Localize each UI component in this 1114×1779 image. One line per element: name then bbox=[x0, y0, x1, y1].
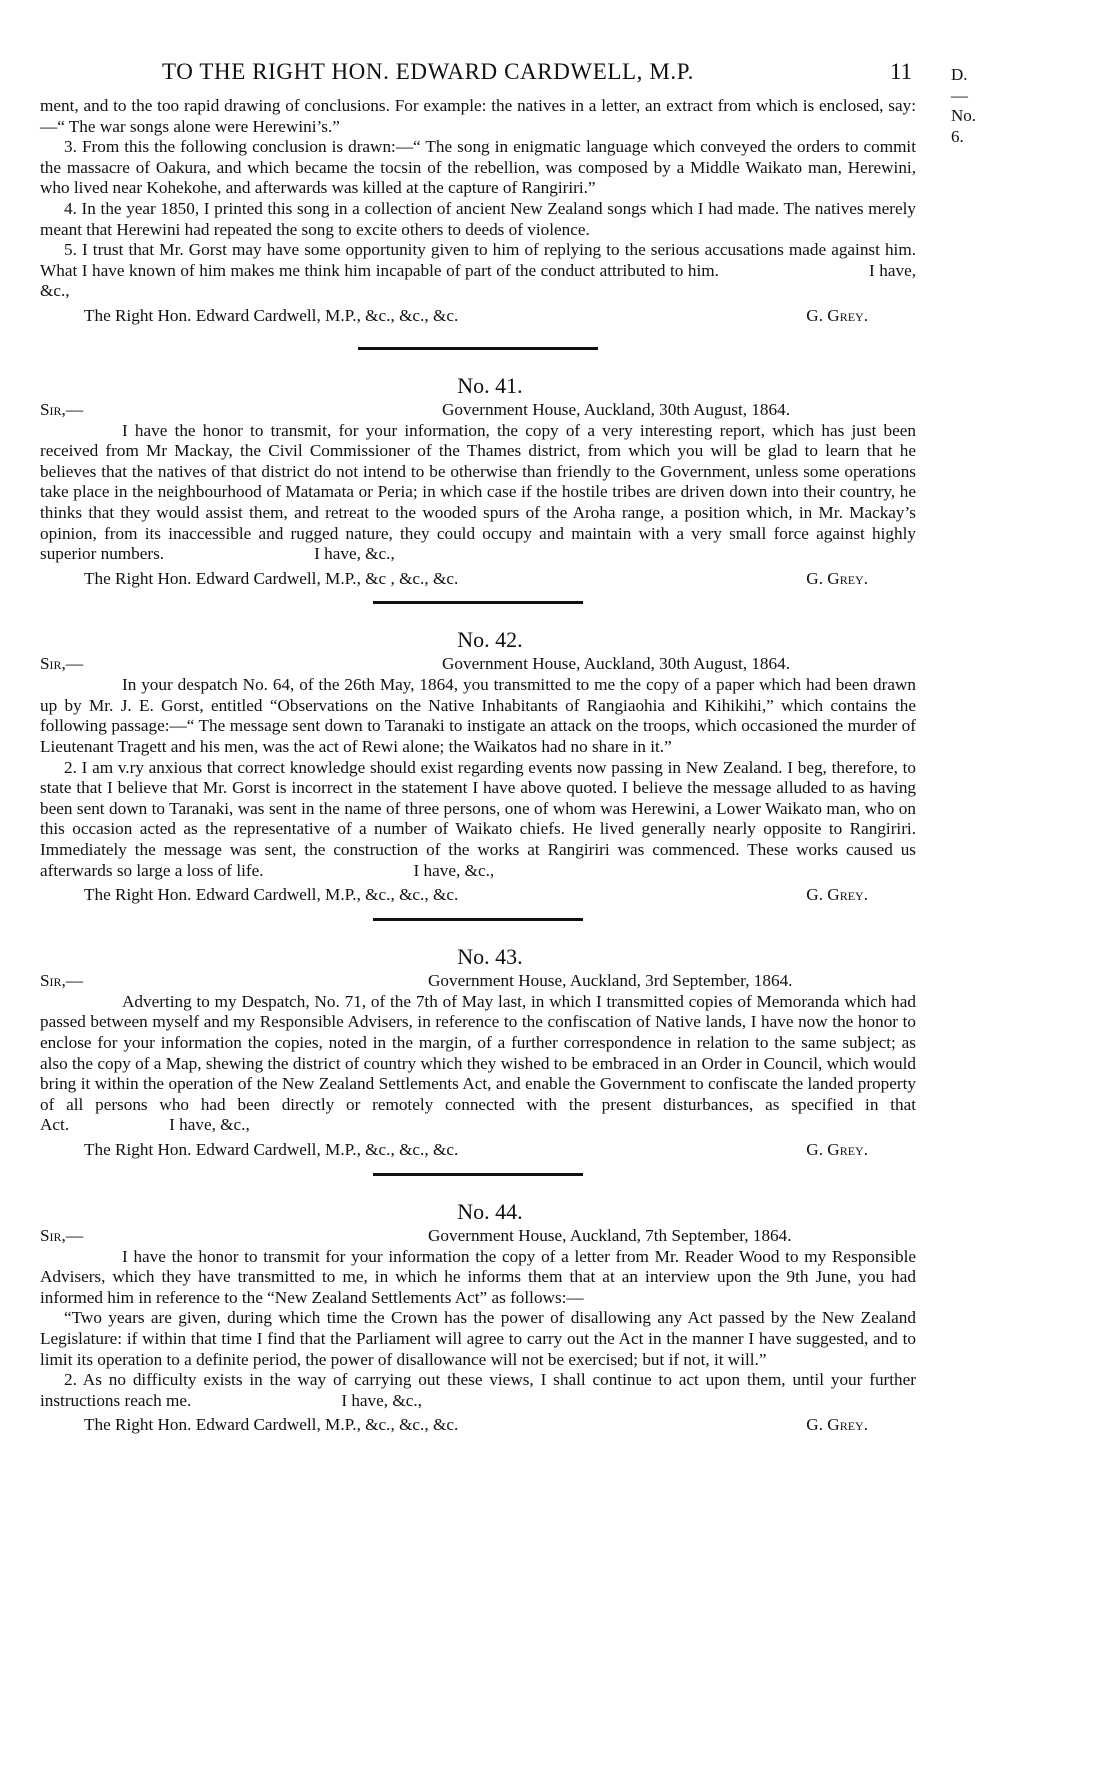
addressee: The Right Hon. Edward Cardwell, M.P., &c., &c., &c. bbox=[84, 1139, 459, 1159]
closing-line bbox=[40, 569, 916, 590]
header-title: TO THE RIGHT HON. EDWARD CARDWELL, M.P. bbox=[162, 59, 694, 84]
despatch-43 bbox=[40, 943, 916, 1161]
closing-line bbox=[40, 885, 916, 906]
section-divider bbox=[358, 347, 598, 350]
dateline: Government House, Auckland, 30th August, 1864. bbox=[442, 399, 791, 419]
addressee: The Right Hon. Edward Cardwell, M.P., &c , &c., &c. bbox=[84, 568, 459, 588]
salutation: Sir,— bbox=[40, 399, 84, 419]
salutation-line bbox=[40, 400, 916, 421]
dateline: Government House, Auckland, 30th August, 1864. bbox=[442, 654, 791, 674]
i-have: I have, &c., bbox=[413, 860, 495, 880]
despatch-44 bbox=[40, 1198, 916, 1436]
despatch-heading: No. 41. bbox=[457, 372, 523, 398]
paragraph-text: I have the honor to transmit, for your information, the copy of a very interesting report, which has just been received from Mr Mackay, the Civil Commissioner of the Thames district, from which you will be glad to learn that he believes that the natives of that district do not intend to be otherwise than friendly to the Government, unless some operations take place in the neighbourhood of Matamata or Peria; in which case if the hostile tribes are driven down into their country, he thinks that they would assist them, and retreat to the wooded spurs of the Aroha range, a position which, in Mr. Mackay’s opinion, from its inaccessible and rugged nature, they could occupy and maintain with a very small force against highly superior numbers. bbox=[40, 420, 916, 564]
closing-line bbox=[40, 1415, 916, 1436]
closing-line bbox=[40, 306, 916, 327]
despatch-41 bbox=[40, 372, 916, 590]
signature: G. Grey. bbox=[806, 885, 868, 905]
addressee: The Right Hon. Edward Cardwell, M.P., &c., &c., &c. bbox=[84, 305, 459, 325]
salutation: Sir,— bbox=[40, 970, 84, 990]
paragraph: 4. In the year 1850, I printed this song in a collection of ancient New Zealand songs which I had made. The natives merely meant that Herewini had repeated the song to excite others to deeds of violence. bbox=[40, 198, 916, 239]
paragraph bbox=[40, 240, 916, 302]
paragraph-text: Adverting to my Despatch, No. 71, of the 7th of May last, in which I transmitted copies of Memoranda which had passed between myself and my Responsible Advisers, in reference to the confiscation of Native lands, I have now the honor to enclose for your information the copies, noted in the margin, of a further correspondence in relation to the same subject; as also the copy of a Map, shewing the district of country which they wished to be embraced in an Order in Council, which would bring it within the operation of the New Zealand Settlements Act, and enable the Government to confiscate the landed property of all persons who had been directly or remotely connected with the present disturbances, as specified in that Act. bbox=[40, 991, 916, 1135]
page-number: 11 bbox=[890, 59, 913, 84]
paragraph: In your despatch No. 64, of the 26th May, 1864, you transmitted to me the copy of a paper which had been drawn up by Mr. J. E. Gorst, entitled “Observations on the Native Inhabitants of Rangiaohia and Kihikihi,” which contains the following passage:—“ The message sent down to Taranaki to instigate an attack on the troops, which occasioned the murder of Lieutenant Tragett and his men, was the act of Rewi alone; the Waikatos had no share in it.” bbox=[40, 675, 916, 757]
despatch-42 bbox=[40, 626, 916, 906]
i-have: I have, &c., bbox=[341, 1390, 422, 1410]
salutation: Sir,— bbox=[40, 654, 84, 674]
document-reference: D.—No. 6. bbox=[951, 65, 977, 146]
i-have: I have, &c., bbox=[169, 1115, 250, 1135]
signature: G. Grey. bbox=[806, 568, 868, 588]
salutation-line bbox=[40, 654, 916, 675]
salutation-line bbox=[40, 1226, 916, 1247]
signature: G. Grey. bbox=[806, 305, 868, 325]
i-have: I have, &c., bbox=[40, 260, 916, 301]
paragraph bbox=[40, 421, 916, 565]
paragraph bbox=[40, 992, 916, 1136]
section-divider bbox=[373, 1173, 583, 1176]
paragraph-text: 2. As no difficulty exists in the way of carrying out these views, I shall continue to act upon them, until your further instructions reach me. bbox=[40, 1370, 916, 1410]
paragraph-text: 2. I am v.ry anxious that correct knowledge should exist regarding events now passing in New Zealand. I beg, therefore, to state that I believe that Mr. Gorst is incorrect in the statement I have above quoted. I believe the message alluded to as having been sent down to Taranaki, was sent in the name of three persons, one of whom was Herewini, a Lower Waikato man, who on this occasion acted as the representative of a number of Waikato chiefs. He lived generally nearly opposite to Rangiriri. Immediately the message was sent, the construction of the works at Rangiriri was commenced. These works caused us afterwards so large a loss of life. bbox=[40, 757, 916, 880]
paragraph: 3. From this the following conclusion is drawn:—“ The song in enigmatic language which conveyed the orders to commit the massacre of Oakura, and which became the tocsin of the rebellion, was composed by a Middle Waikato man, Herewini, who lived near Kohekohe, and afterwards was killed at the capture of Rangiriri.” bbox=[40, 137, 916, 198]
dateline: Government House, Auckland, 7th September, 1864. bbox=[428, 1225, 792, 1245]
salutation-line bbox=[40, 971, 916, 992]
paragraph bbox=[40, 1370, 916, 1411]
i-have: I have, &c., bbox=[314, 544, 395, 564]
paragraph: ment, and to the too rapid drawing of conclusions. For example: the natives in a letter, an extract from which is enclosed, say:—“ The war songs alone were Herewini’s.” bbox=[40, 96, 916, 136]
despatch-heading: No. 43. bbox=[457, 943, 523, 969]
section-divider bbox=[373, 918, 583, 921]
paragraph bbox=[40, 758, 916, 882]
dateline: Government House, Auckland, 3rd September, 1864. bbox=[428, 970, 793, 990]
intro-section bbox=[40, 96, 916, 327]
quoted-passage: “Two years are given, during which time the Crown has the power of disallowing any Act passed by the New Zealand Legislature: if within that time I find that the Parliament will agree to carry out the Act in the manner I have suggested, and to limit its operation to a definite period, the power of disallowance will not be exercised; but if not, it will.” bbox=[40, 1308, 916, 1369]
signature: G. Grey. bbox=[806, 1415, 868, 1435]
addressee: The Right Hon. Edward Cardwell, M.P., &c., &c., &c. bbox=[84, 885, 459, 905]
paragraph-text: 5. I trust that Mr. Gorst may have some opportunity given to him of replying to the serious accusations made against him. What I have known of him makes me think him incapable of part of the conduct attributed to him. bbox=[40, 240, 916, 280]
despatch-heading: No. 42. bbox=[457, 627, 523, 653]
paragraph: I have the honor to transmit for your information the copy of a letter from Mr. Reader Wood to my Responsible Advisers, which they have transmitted to me, in which he informs them that at an interview upon the 9th June, you had informed him in reference to the “New Zealand Settlements Act” as follows:— bbox=[40, 1246, 916, 1307]
salutation: Sir,— bbox=[40, 1225, 84, 1245]
despatch-heading: No. 44. bbox=[457, 1198, 523, 1224]
addressee: The Right Hon. Edward Cardwell, M.P., &c., &c., &c. bbox=[84, 1415, 459, 1435]
closing-line bbox=[40, 1140, 916, 1161]
signature: G. Grey. bbox=[806, 1139, 868, 1159]
section-divider bbox=[373, 601, 583, 604]
